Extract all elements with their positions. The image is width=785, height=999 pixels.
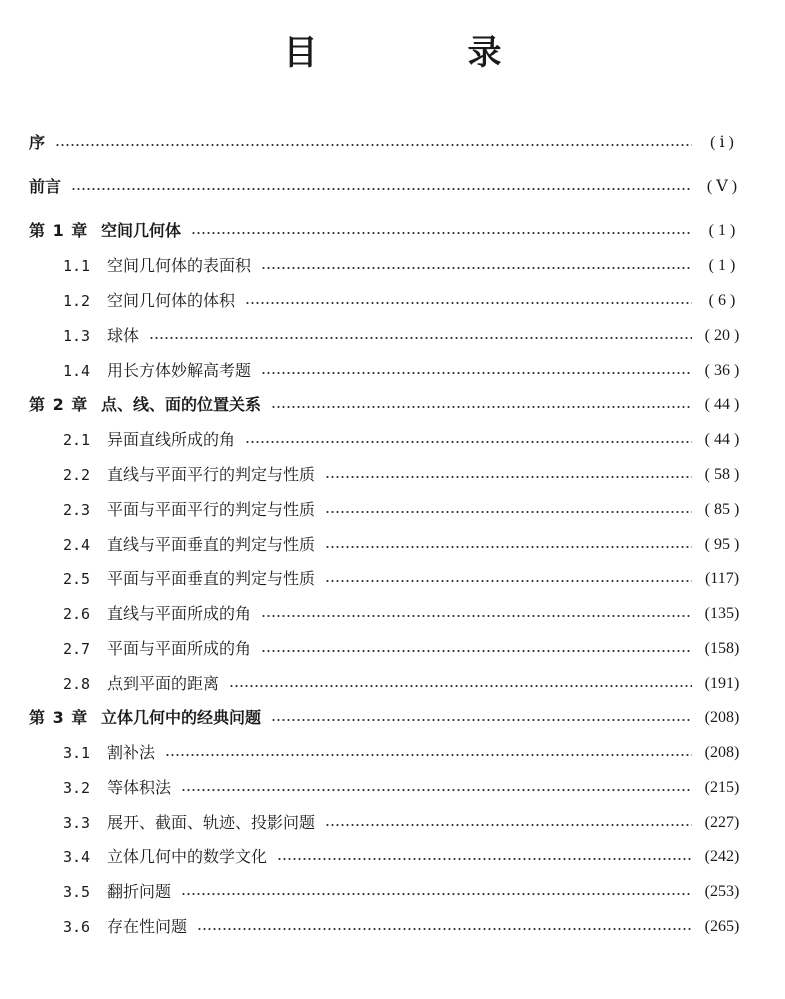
- toc-entry-number: 1.2: [63, 292, 91, 310]
- toc-entry-number: 第 1 章: [29, 221, 89, 240]
- toc-entry-page-number: ( 85 ): [704, 501, 740, 518]
- toc-entry-number: 3.4: [63, 848, 91, 866]
- dot-leader: [245, 301, 692, 305]
- toc-entry-title: 前言: [29, 177, 62, 196]
- toc-entry-number: 2.4: [63, 536, 91, 554]
- toc-entry-title: 平面与平面平行的判定与性质: [107, 500, 316, 519]
- toc-entry-title: 平面与平面所成的角: [107, 639, 252, 658]
- toc-section-entry[interactable]: [0, 249, 785, 283]
- toc-entry-title: 展开、截面、轨迹、投影问题: [107, 813, 316, 832]
- toc-entry-page-number: ( 20 ): [704, 327, 740, 344]
- dot-leader: [71, 187, 692, 191]
- toc-entry-title: 直线与平面垂直的判定与性质: [107, 535, 316, 554]
- dot-leader: [325, 510, 692, 514]
- toc-entry-number: 2.1: [63, 431, 91, 449]
- toc-entry-title: 点、线、面的位置关系: [101, 395, 262, 414]
- dot-leader: [261, 266, 692, 270]
- dot-leader: [261, 371, 692, 375]
- toc-entry-heading: [0, 778, 171, 798]
- toc-entry-number: 2.6: [63, 605, 91, 623]
- toc-entry-number: 3.5: [63, 883, 91, 901]
- toc-entry-heading: [0, 326, 139, 346]
- toc-entry-page-number: (265): [704, 918, 740, 935]
- toc-section-entry[interactable]: [0, 875, 785, 909]
- toc-entry-page-number: (191): [704, 675, 740, 692]
- toc-entry-number: 2.8: [63, 675, 91, 693]
- dot-leader: [261, 649, 692, 653]
- toc-entry-title: 立体几何中的经典问题: [101, 708, 262, 727]
- dot-leader: [181, 892, 692, 896]
- toc-entry-page-number: ( 36 ): [704, 362, 740, 379]
- dot-leader: [191, 231, 692, 235]
- toc-section-entry[interactable]: [0, 354, 785, 388]
- toc-entry-title: 直线与平面所成的角: [107, 604, 252, 623]
- toc-entry-heading: [0, 177, 61, 197]
- toc-section-entry[interactable]: [0, 597, 785, 631]
- dot-leader: [55, 143, 692, 147]
- toc-entry-page-number: (215): [704, 779, 740, 796]
- dot-leader: [325, 823, 692, 827]
- toc-entry-number: 1.1: [63, 257, 91, 275]
- toc-section-entry[interactable]: [0, 458, 785, 492]
- dot-leader: [245, 440, 692, 444]
- toc-entry-heading: [0, 465, 315, 485]
- toc-section-entry[interactable]: [0, 806, 785, 840]
- toc-entry-heading: [0, 708, 261, 728]
- toc-entry-title: 翻折问题: [107, 882, 172, 901]
- dot-leader: [325, 475, 692, 479]
- toc-entry-number: 3.3: [63, 814, 91, 832]
- toc-entry-page-number: ( 6 ): [708, 292, 736, 309]
- toc-entry-page-number: (135): [704, 605, 740, 622]
- toc-entry-title: 割补法: [107, 743, 156, 762]
- toc-section-entry[interactable]: [0, 736, 785, 770]
- toc-entry-heading: [0, 535, 315, 555]
- toc-entry-title: 立体几何中的数学文化: [107, 847, 268, 866]
- toc-entry-heading: [0, 743, 155, 763]
- dot-leader: [165, 753, 692, 757]
- toc-entry-title: 空间几何体的表面积: [107, 256, 252, 275]
- toc-chapter-entry[interactable]: [0, 701, 785, 735]
- dot-leader: [197, 927, 692, 931]
- toc-entry-title: 空间几何体的体积: [107, 291, 236, 310]
- toc-entry-number: 2.3: [63, 501, 91, 519]
- toc-entry-number: 2.7: [63, 640, 91, 658]
- toc-entry-heading: [0, 639, 251, 659]
- dot-leader: [271, 718, 692, 722]
- toc-section-entry[interactable]: [0, 910, 785, 944]
- toc-entry-heading: [0, 500, 315, 520]
- toc-entry-heading: [0, 133, 45, 153]
- toc-entry-page-number: ( ⅰ ): [710, 134, 734, 151]
- toc-entry-page-number: ( 1 ): [708, 257, 736, 274]
- toc-section-entry[interactable]: [0, 493, 785, 527]
- toc-chapter-entry[interactable]: [0, 126, 785, 160]
- toc-entry-page-number: ( Ⅴ ): [706, 178, 738, 195]
- toc-entry-title: 点到平面的距离: [107, 674, 220, 693]
- toc-entry-number: 第 2 章: [29, 395, 89, 414]
- dot-leader: [261, 614, 692, 618]
- toc-entry-title: 存在性问题: [107, 917, 188, 936]
- toc-entry-page-number: ( 58 ): [704, 466, 740, 483]
- toc-entry-page-number: (208): [704, 709, 740, 726]
- dot-leader: [325, 545, 692, 549]
- toc-chapter-entry[interactable]: [0, 214, 785, 248]
- toc-section-entry[interactable]: [0, 632, 785, 666]
- toc-entry-number: 2.5: [63, 570, 91, 588]
- toc-entry-title: 异面直线所成的角: [107, 430, 236, 449]
- toc-entry-title: 等体积法: [107, 778, 172, 797]
- dot-leader: [277, 857, 692, 861]
- toc-entry-number: 2.2: [63, 466, 91, 484]
- toc-entry-heading: [0, 917, 187, 937]
- toc-entry-page-number: ( 95 ): [704, 536, 740, 553]
- dot-leader: [229, 684, 692, 688]
- toc-entry-heading: [0, 395, 261, 415]
- toc-entry-number: 第 3 章: [29, 708, 89, 727]
- toc-entry-page-number: (208): [704, 744, 740, 761]
- toc-entry-heading: [0, 813, 315, 833]
- toc-entry-title: 空间几何体: [101, 221, 182, 240]
- toc-section-entry[interactable]: [0, 771, 785, 805]
- toc-section-entry[interactable]: [0, 284, 785, 318]
- toc-entry-heading: [0, 674, 219, 694]
- toc-entry-heading: [0, 430, 235, 450]
- toc-entry-title: 平面与平面垂直的判定与性质: [107, 569, 316, 588]
- toc-entry-number: 3.2: [63, 779, 91, 797]
- toc-entry-title: 序: [29, 133, 46, 152]
- toc-entry-page-number: (117): [704, 570, 740, 587]
- dot-leader: [181, 788, 692, 792]
- toc-section-entry[interactable]: [0, 319, 785, 353]
- toc-entry-page-number: (227): [704, 814, 740, 831]
- toc-entry-heading: [0, 361, 251, 381]
- toc-entry-number: 1.4: [63, 362, 91, 380]
- dot-leader: [271, 405, 692, 409]
- toc-entry-number: 3.1: [63, 744, 91, 762]
- toc-section-entry[interactable]: [0, 667, 785, 701]
- toc-entry-heading: [0, 569, 315, 589]
- toc-section-entry[interactable]: [0, 840, 785, 874]
- dot-leader: [149, 336, 692, 340]
- toc-section-entry[interactable]: [0, 528, 785, 562]
- toc-chapter-entry[interactable]: [0, 170, 785, 204]
- toc-entry-page-number: (253): [704, 883, 740, 900]
- toc-entry-page-number: (158): [704, 640, 740, 657]
- toc-entry-heading: [0, 847, 267, 867]
- toc-entry-heading: [0, 291, 235, 311]
- toc-entry-page-number: ( 44 ): [704, 431, 740, 448]
- toc-section-entry[interactable]: [0, 562, 785, 596]
- toc-entry-heading: [0, 604, 251, 624]
- page-title: 目 录: [283, 33, 560, 73]
- toc-entry-heading: [0, 221, 181, 241]
- toc-section-entry[interactable]: [0, 423, 785, 457]
- dot-leader: [325, 579, 692, 583]
- toc-chapter-entry[interactable]: [0, 388, 785, 422]
- toc-entry-page-number: ( 44 ): [704, 396, 740, 413]
- toc-entry-page-number: (242): [704, 848, 740, 865]
- toc-entry-title: 用长方体妙解高考题: [107, 361, 252, 380]
- toc-entry-heading: [0, 256, 251, 276]
- toc-entry-number: 3.6: [63, 918, 91, 936]
- toc-entry-title: 直线与平面平行的判定与性质: [107, 465, 316, 484]
- toc-entry-number: 1.3: [63, 327, 91, 345]
- toc-entry-heading: [0, 882, 171, 902]
- toc-entry-page-number: ( 1 ): [708, 222, 736, 239]
- toc-entry-title: 球体: [107, 326, 140, 345]
